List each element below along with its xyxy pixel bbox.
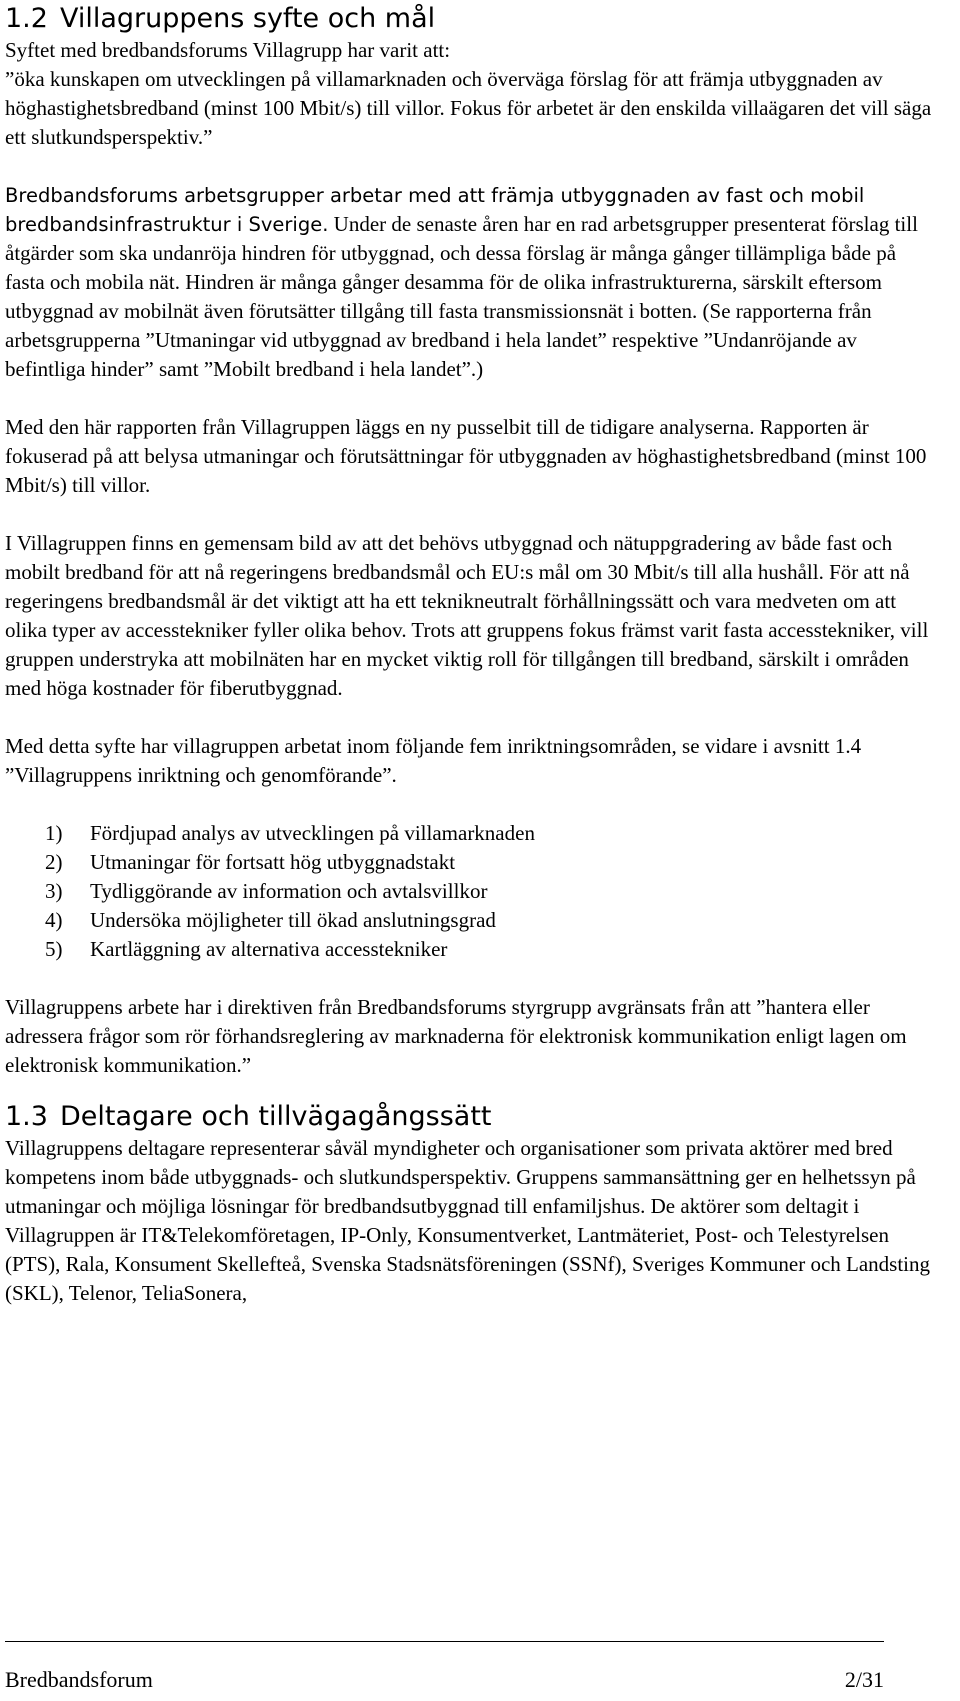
scope-paragraph: Villagruppens arbete har i direktiven från Bredbandsforums styrgrupp avgränsats från att ”hantera eller adressera frågor som rör förhandsreglering av marknaderna för elektronisk kommunikation enligt lagen om elektronisk kommunikation.”: [5, 995, 907, 1077]
workgroups-body: Under de senaste åren har en rad arbetsgrupper presenterat förslag till åtgärder som ska undanröja hindren för utbyggnad, och dessa förslag är många gånger tillämpliga både på fasta och mobila nät. Hindren är många gånger desamma för de olika infrastrukturerna, särskilt eftersom utbyggnad av mobilnät även förutsätter tillgång till fasta transmissionsnät i botten. (Se rapporterna från arbetsgrupperna ”Utmaningar vid utbyggnad av bredband i hela landet” respektive ”Undanröjande av befintliga hinder” samt ”Mobilt bredband i hela landet”.): [5, 212, 918, 381]
list-item-number: 4): [45, 908, 63, 932]
list-item: [45, 906, 932, 935]
list-item-number: 1): [45, 821, 63, 845]
section-title: Deltagare och tillvägagångssätt: [59, 1101, 492, 1132]
report-paragraph: Med den här rapporten från Villagruppen läggs en ny pusselbit till de tidigare analyserna. Rapporten är fokuserad på att belysa utmaningar och förutsättningar för utbyggnaden av höghastighetsbredband (minst 100 Mbit/s) till villor.: [5, 415, 927, 497]
list-item-text: Tydliggörande av information och avtalsvillkor: [90, 879, 488, 903]
section-number: 1.3: [5, 1101, 48, 1132]
section-title: Villagruppens syfte och mål: [59, 3, 436, 34]
list-item: [45, 848, 932, 877]
focus-areas-paragraph: Med detta syfte har villagruppen arbetat inom följande fem inriktningsområden, se vidare i avsnitt 1.4 ”Villagruppens inriktning och genomförande”.: [5, 734, 862, 787]
workgroups-paragraph: [5, 181, 932, 384]
workgroups-lead: Bredbandsforums arbetsgrupper arbetar med att främja utbyggnaden av fast och mobil bredbandsinfrastruktur i Sverige.: [5, 184, 865, 236]
section-number: 1.2: [5, 3, 48, 34]
list-item: [45, 935, 932, 964]
list-item-text: Utmaningar för fortsatt hög utbyggnadstakt: [90, 850, 456, 874]
page-number: 2/31: [844, 1667, 884, 1692]
list-item-number: 5): [45, 937, 63, 961]
intro-paragraph: Syftet med bredbandsforums Villagrupp har varit att:: [5, 38, 451, 62]
shared-view-paragraph: I Villagruppen finns en gemensam bild av att det behövs utbyggnad och nätuppgradering av både fast och mobilt bredband för att nå regeringens bredbandsmål och EU:s mål om 30 Mbit/s till alla hushåll. För att nå regeringens bredbandsmål är det viktigt att ha ett teknikneutralt förhållningssätt och vara medveten om att olika typer av accesstekniker fyller olika behov. Trots att gruppens fokus främst varit fasta accesstekniker, vill gruppen understryka att mobilnäten har en mycket viktig roll för tillgången till bredband, särskilt i områden med höga kostnader för fiberutbyggnad.: [5, 531, 929, 700]
participants-paragraph: Villagruppens deltagare representerar såväl myndigheter och organisationer som privata aktörer med bred kompetens inom både utbyggnads- och slutkundsperspektiv. Gruppens sammansättning ger en helhetssyn på utmaningar och möjliga lösningar för bredbandsutbyggnad till enfamiljshus. De aktörer som deltagit i Villagruppen är IT&Telekomföretagen, IP-Only, Konsumentverket, Lantmäteriet, Post- och Telestyrelsen (PTS), Rala, Konsument Skellefteå, Svenska Stadsnätsföreningen (SSNf), Sveriges Kommuner och Landsting (SKL), Telenor, TeliaSonera,: [5, 1136, 931, 1305]
list-item: [45, 877, 932, 906]
list-item-text: Undersöka möjligheter till ökad anslutningsgrad: [90, 908, 496, 932]
list-item-number: 3): [45, 879, 63, 903]
quote-paragraph: ”öka kunskapen om utvecklingen på villamarknaden och överväga förslag för att främja utbyggnaden av höghastighetsbredband (minst 100 Mbit/s) till villor. Fokus för arbetet är den enskilda villaägaren det vill säga ett slutkundsperspektiv.”: [5, 67, 932, 149]
list-item-number: 2): [45, 850, 63, 874]
section-heading-1-3: [5, 1100, 932, 1134]
footer-organization: Bredbandsforum: [5, 1667, 153, 1692]
page-footer: [5, 1665, 884, 1694]
section-heading-1-2: [5, 2, 932, 36]
list-item: [45, 819, 932, 848]
list-item-text: Fördjupad analys av utvecklingen på villamarknaden: [90, 821, 535, 845]
focus-areas-list: [5, 819, 932, 964]
list-item-text: Kartläggning av alternativa accesstekniker: [90, 937, 448, 961]
footer-divider: [5, 1641, 884, 1642]
